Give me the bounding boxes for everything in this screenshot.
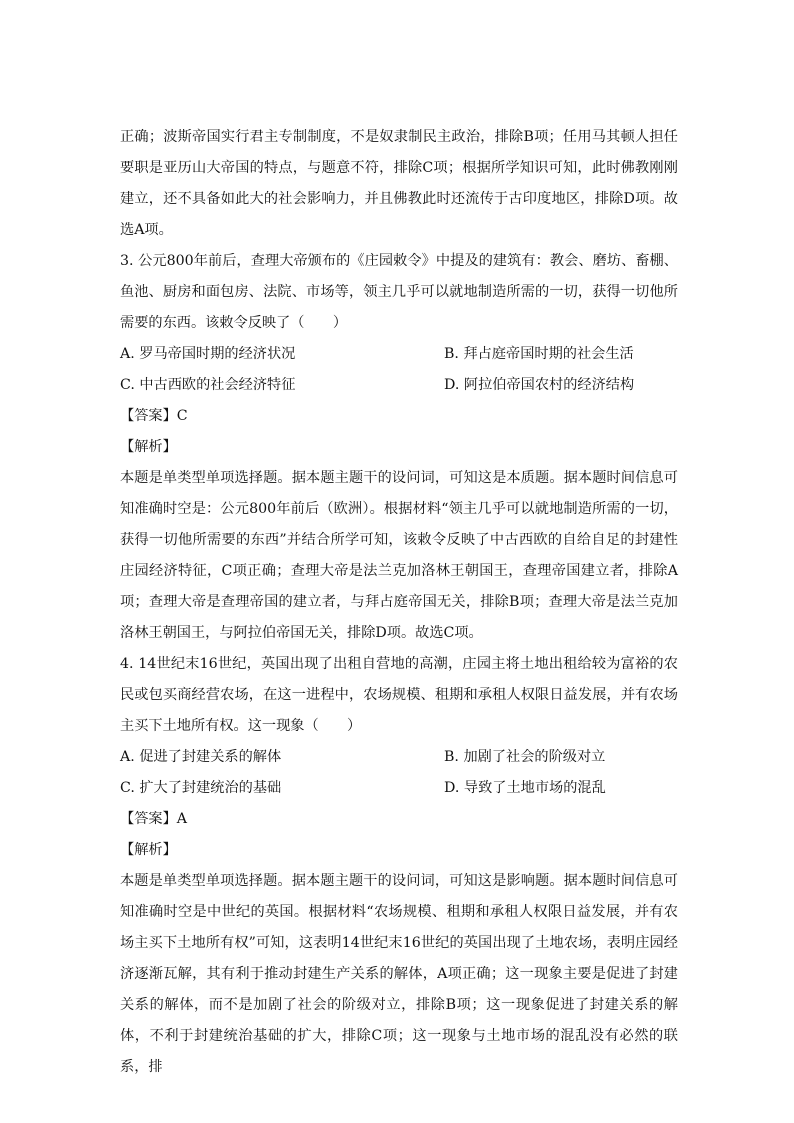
question-3-analysis-label: 【解析】 [120,439,177,455]
question-3-option-b: B. 拜占庭帝国时期的社会生活 [444,346,634,362]
question-4-option-b: B. 加剧了社会的阶级对立 [444,749,606,765]
question-3-option-c: C. 中古西欧的社会经济特征 [120,377,296,393]
question-4-analysis: 本题是单类型单项选择题。据本题主题干的设问词，可知这是影响题。据本题时间信息可知准确时空是中世纪的英国。根据材料“农场规模、租期和承租人权限日益发展，并有农场主买下土地所有权”可知，这表明14世纪末16世纪的英国出现了土地农场，表明庄园经济逐渐瓦解，其有利于推动封建生产关系的解体，A项正确；这一现象主要是促进了封建关系的解体，而不是加剧了社会的阶级对立，排除B项；这一现象促进了封建关系的解体，不利于封建统治基础的扩大，排除C项；这一现象与土地市场的混乱没有必然的联系，排 [120,873,678,1075]
question-3-answer: 【答案】C [120,408,188,424]
question-3-options-row-1 [120,339,678,370]
question-4-answer: 【答案】A [120,811,187,827]
question-4-analysis-label: 【解析】 [120,842,177,858]
question-4-option-a: A. 促进了封建关系的解体 [120,749,282,765]
question-3-option-a: A. 罗马帝国时期的经济状况 [120,346,296,362]
question-3-option-d: D. 阿拉伯帝国农村的经济结构 [444,377,635,393]
page-content [120,122,678,1083]
question-3-analysis: 本题是单类型单项选择题。据本题主题干的设问词，可知这是本质题。据本题时间信息可知准确时空是：公元800年前后（欧洲）。根据材料“领主几乎可以就地制造所需的一切，获得一切他所需要的东西”并结合所学可知，该敕令反映了中古西欧的自给自足的封建性庄园经济特征，C项正确；查理大帝是法兰克加洛林王朝国王，查理帝国建立者，排除A项；查理大帝是查理帝国的建立者，与拜占庭帝国无关，排除B项；查理大帝是法兰克加洛林王朝国王，与阿拉伯帝国无关，排除D项。故选C项。 [120,470,678,641]
question-4-stem: 4. 14世纪末16世纪，英国出现了出租自营地的高潮，庄园主将土地出租给较为富裕的农民或包买商经营农场，在这一进程中，农场规模、租期和承租人权限日益发展，并有农场主买下土地所有权。这一现象（ ） [120,656,678,734]
question-3-stem: 3. 公元800年前后，查理大帝颁布的《庄园敕令》中提及的建筑有：教会、磨坊、畜棚、鱼池、厨房和面包房、法院、市场等，领主几乎可以就地制造所需的一切，获得一切他所需要的东西。该敕令反映了（ ） [120,253,678,331]
question-4-options-row-1 [120,742,678,773]
question-4-option-d: D. 导致了土地市场的混乱 [444,780,606,796]
question-4-options-row-2 [120,773,678,804]
previous-analysis-continuation: 正确；波斯帝国实行君主专制制度，不是奴隶制民主政治，排除B项；任用马其顿人担任要职是亚历山大帝国的特点，与题意不符，排除C项；根据所学知识可知，此时佛教刚刚建立，还不具备如此大的社会影响力，并且佛教此时还流传于古印度地区，排除D项。故选A项。 [120,129,678,238]
question-4-option-c: C. 扩大了封建统治的基础 [120,780,282,796]
question-3-options-row-2 [120,370,678,401]
